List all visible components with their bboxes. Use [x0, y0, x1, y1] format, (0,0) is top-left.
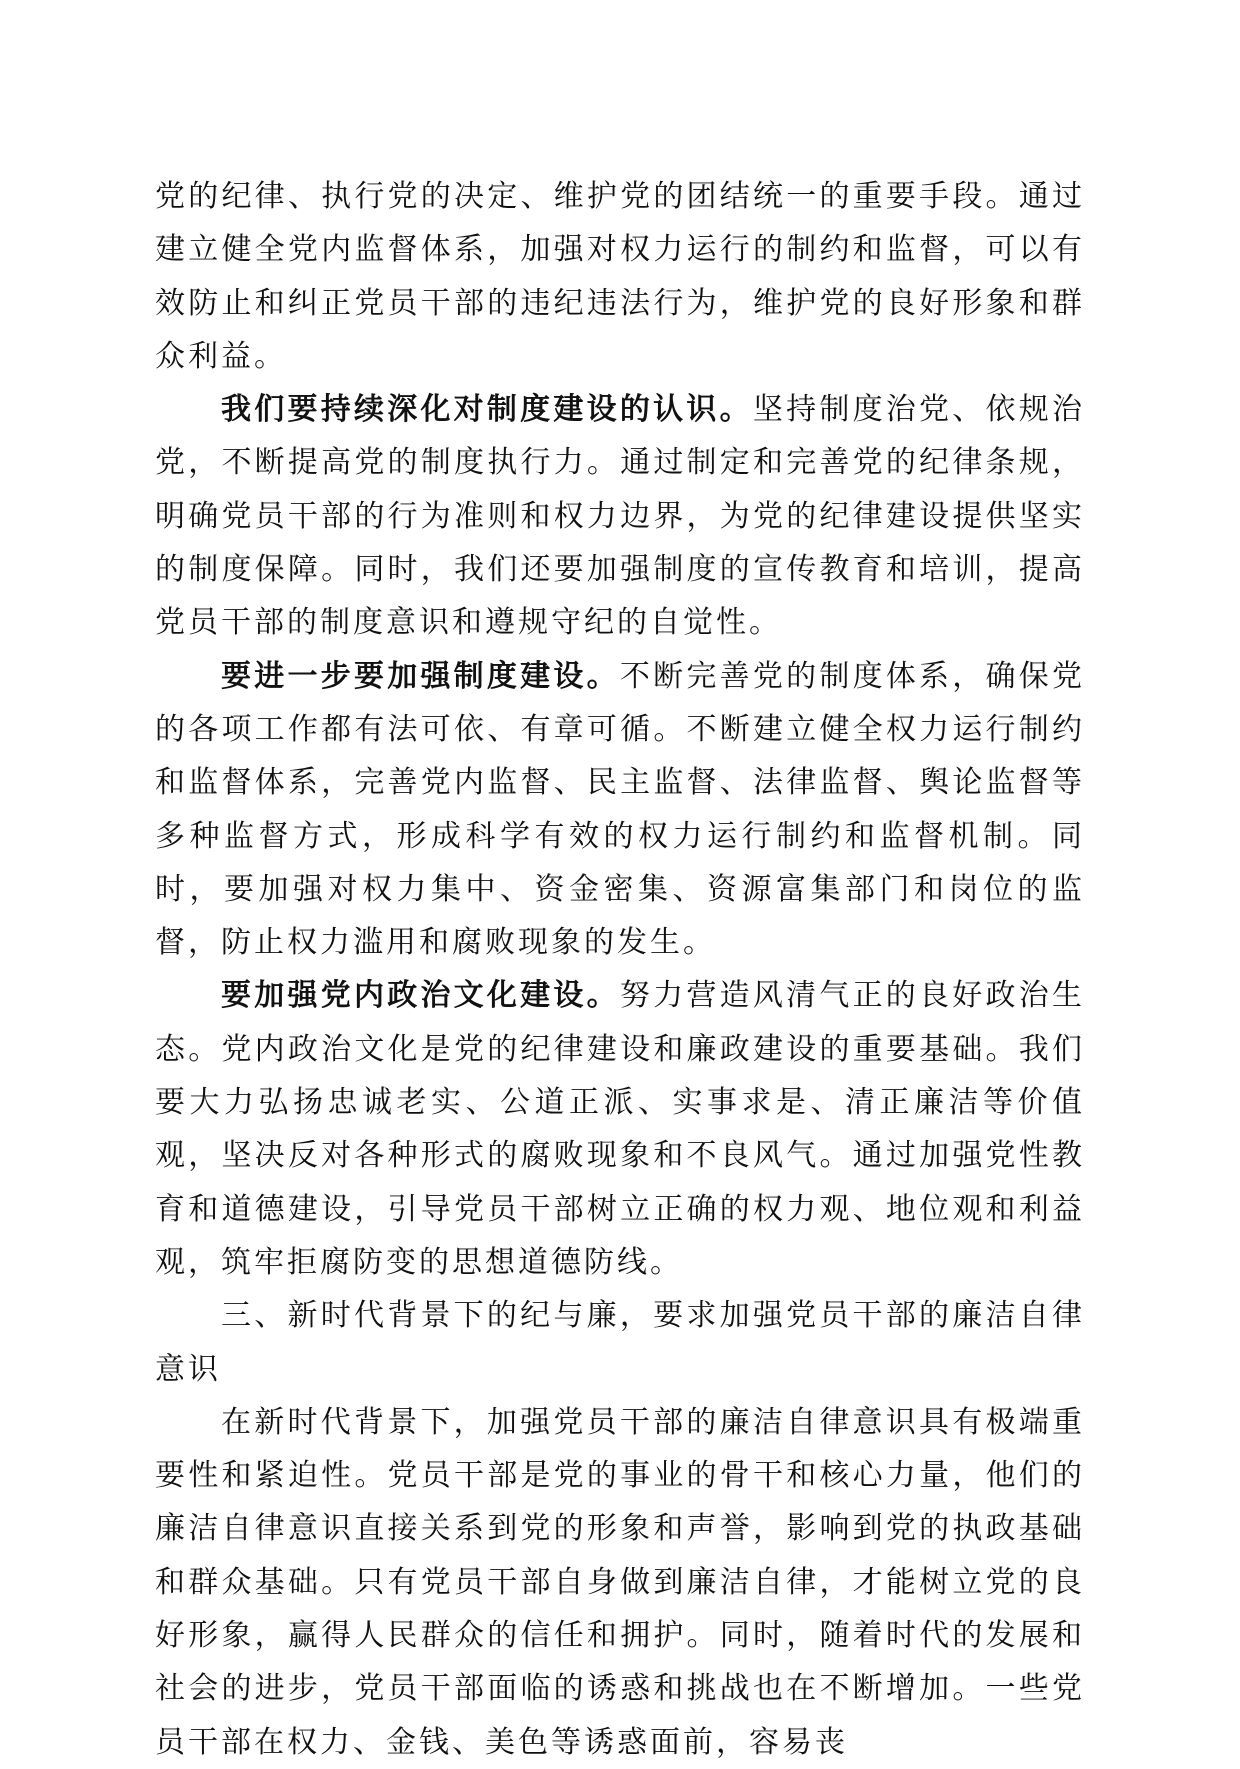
- paragraph-4-lead: 要加强党内政治文化建设。: [221, 978, 620, 1014]
- paragraph-4: [155, 969, 1085, 1289]
- paragraph-4-body: 努力营造风清气正的良好政治生态。党内政治文化是党的纪律建设和廉政建设的重要基础。我们要大力弘扬忠诚老实、公道正派、实事求是、清正廉洁等价值观，坚决反对各种形式的腐败现象和不良风气。通过加强党性教育和道德建设，引导党员干部树立正确的权力观、地位观和利益观，筑牢拒腐防变的思想道德防线。: [155, 978, 1086, 1280]
- paragraph-1: 党的纪律、执行党的决定、维护党的团结统一的重要手段。通过建立健全党内监督体系，加强对权力运行的制约和监督，可以有效防止和纠正党员干部的违纪违法行为，维护党的良好形象和群众利益。: [155, 179, 1085, 374]
- paragraph-2: [155, 383, 1085, 649]
- paragraph-3: [155, 650, 1085, 970]
- paragraph-3-body: 不断完善党的制度体系，确保党的各项工作都有法可依、有章可循。不断建立健全权力运行制约和监督体系，完善党内监督、民主监督、法律监督、舆论监督等多种监督方式，形成科学有效的权力运行制约和监督机制。同时，要加强对权力集中、资金密集、资源富集部门和岗位的监督，防止权力滥用和腐败现象的发生。: [155, 658, 1086, 961]
- section-heading-3: 三、新时代背景下的纪与廉，要求加强党员干部的廉洁自律意识: [155, 1298, 1085, 1387]
- paragraph-3-lead: 要进一步要加强制度建设。: [221, 658, 620, 694]
- paragraph-2-lead: 我们要持续深化对制度建设的认识。: [221, 392, 753, 428]
- paragraph-5: 在新时代背景下，加强党员干部的廉洁自律意识具有极端重要性和紧迫性。党员干部是党的事业的骨干和核心力量，他们的廉洁自律意识直接关系到党的形象和声誉，影响到党的执政基础和群众基础。只有党员干部自身做到廉洁自律，才能树立党的良好形象，赢得人民群众的信任和拥护。同时，随着时代的发展和社会的进步，党员干部面临的诱惑和挑战也在不断增加。一些党员干部在权力、金钱、美色等诱惑面前，容易丧: [155, 1404, 1085, 1760]
- document-page: [155, 170, 1085, 1769]
- paragraph-2-body: 坚持制度治党、依规治党，不断提高党的制度执行力。通过制定和完善党的纪律条规，明确党员干部的行为准则和权力边界，为党的纪律建设提供坚实的制度保障。同时，我们还要加强制度的宣传教育和培训，提高党员干部的制度意识和遵规守纪的自觉性。: [155, 392, 1086, 641]
